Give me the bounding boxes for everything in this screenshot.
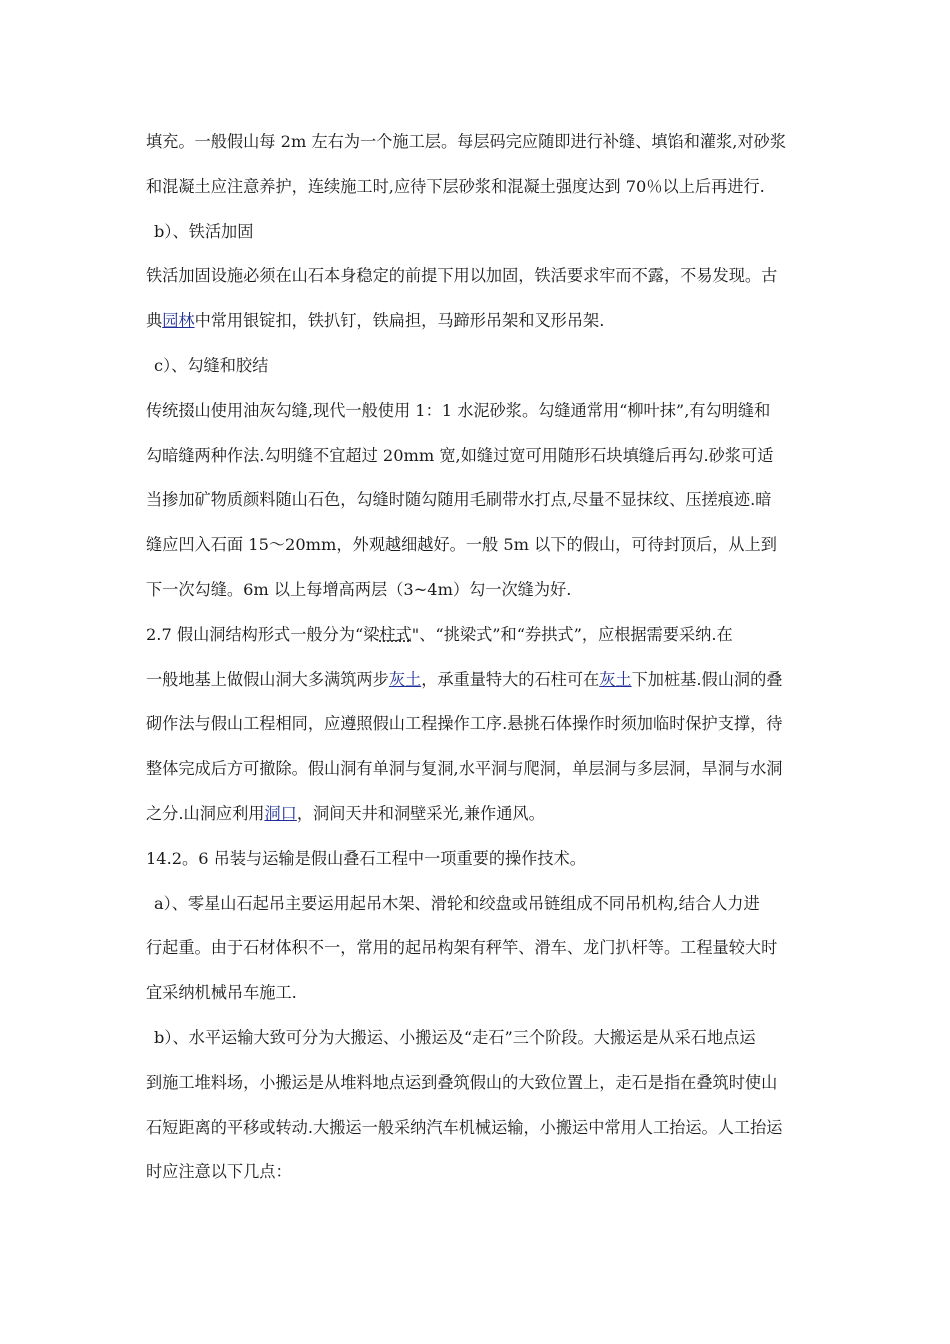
text-fragment: 之分.山洞应利用 bbox=[146, 803, 265, 823]
paragraph-line: 时应注意以下几点： bbox=[146, 1162, 292, 1182]
paragraph-line: 缝应凹入石面 15～20mm，外观越细越好。一般 5m 以下的假山，可待封顶后，从上到 bbox=[146, 535, 777, 555]
paragraph-line: 宜采纳机械吊车施工. bbox=[146, 983, 297, 1003]
paragraph-line: 传统掇山使用油灰勾缝,现代一般使用 1：1 水泥砂浆。勾缝通常用“柳叶抹”,有勾明缝和 bbox=[146, 400, 771, 420]
section-heading-b: b）、铁活加固 bbox=[154, 221, 254, 241]
link-huitu[interactable]: 灰土 bbox=[599, 669, 632, 689]
text-fragment: 典 bbox=[146, 311, 163, 331]
document-page bbox=[146, 120, 811, 1195]
paragraph-line: 勾暗缝两种作法.勾明缝不宜超过 20mm 宽,如缝过宽可用随形石块填缝后再勾.砂浆可适 bbox=[146, 445, 774, 465]
paragraph-line: 到施工堆料场，小搬运是从堆料地点运到叠筑假山的大致位置上，走石是指在叠筑时使山 bbox=[146, 1072, 778, 1092]
paragraph-line: 石短距离的平移或转动.大搬运一般采纳汽车机械运输，小搬运中常用人工抬运。人工抬运 bbox=[146, 1117, 783, 1137]
paragraph-line: 填充。一般假山每 2m 左右为一个施工层。每层码完应随即进行补缝、填馅和灌浆,对砂浆 bbox=[146, 132, 787, 151]
paragraph-line: 铁活加固设施必须在山石本身稳定的前提下用以加固，铁活要求牢而不露，不易发现。古 bbox=[146, 266, 778, 286]
text-fragment: 2.7 假山洞结构形式一般分为“梁 bbox=[146, 624, 380, 644]
text-fragment: "、“挑梁式”和“券拱式”，应根据需要采纳.在 bbox=[411, 624, 733, 644]
section-heading-14-2-6: 14.2。6 吊装与运输是假山叠石工程中一项重要的操作技术。 bbox=[146, 848, 586, 868]
paragraph-line: a）、零星山石起吊主要运用起吊木架、滑轮和绞盘或吊链组成不同吊机构,结合人力进 bbox=[154, 893, 760, 913]
marked-term: 柱式 bbox=[379, 624, 412, 644]
paragraph-line: 砌作法与假山工程相同，应遵照假山工程操作工序.悬挑石体操作时须加临时保护支撑，待 bbox=[146, 714, 783, 734]
link-dongkou[interactable]: 洞口 bbox=[264, 803, 297, 823]
text-fragment: ，洞间天井和洞壁采光,兼作通风。 bbox=[296, 803, 545, 823]
section-heading-c: c）、勾缝和胶结 bbox=[154, 355, 269, 375]
paragraph-line bbox=[146, 792, 811, 837]
text-fragment: 下加桩基.假山洞的叠 bbox=[631, 669, 783, 689]
paragraph-line: 和混凝土应注意养护，连续施工时,应待下层砂浆和混凝土强度达到 70％以上后再进行. bbox=[146, 176, 765, 196]
paragraph-line: 整体完成后方可撤除。假山洞有单洞与复洞,水平洞与爬洞，单层洞与多层洞，旱洞与水洞 bbox=[146, 759, 783, 779]
paragraph-line bbox=[146, 299, 811, 344]
text-fragment: ，承重量特大的石柱可在 bbox=[421, 669, 600, 689]
paragraph-line: 行起重。由于石材体积不一，常用的起吊构架有秤竿、滑车、龙门扒杆等。工程量较大时 bbox=[146, 938, 778, 958]
paragraph-line bbox=[146, 658, 811, 703]
paragraph-line: 下一次勾缝。6m 以上每增高两层（3~4m）勾一次缝为好. bbox=[146, 579, 572, 599]
paragraph-line: b）、水平运输大致可分为大搬运、小搬运及“走石”三个阶段。大搬运是从采石地点运 bbox=[154, 1027, 756, 1047]
paragraph-line: 当掺加矿物质颜料随山石色，勾缝时随勾随用毛刷带水打点,尽量不显抹纹、压搓痕迹.暗 bbox=[146, 490, 772, 510]
paragraph-line bbox=[146, 613, 811, 658]
link-huitu[interactable]: 灰土 bbox=[388, 669, 422, 689]
text-fragment: 中常用银锭扣，铁扒钉，铁扁担，马蹄形吊架和叉形吊架. bbox=[194, 311, 605, 331]
link-yuanlin[interactable]: 园林 bbox=[162, 311, 195, 331]
text-fragment: 一般地基上做假山洞大多满筑两步 bbox=[146, 669, 389, 689]
